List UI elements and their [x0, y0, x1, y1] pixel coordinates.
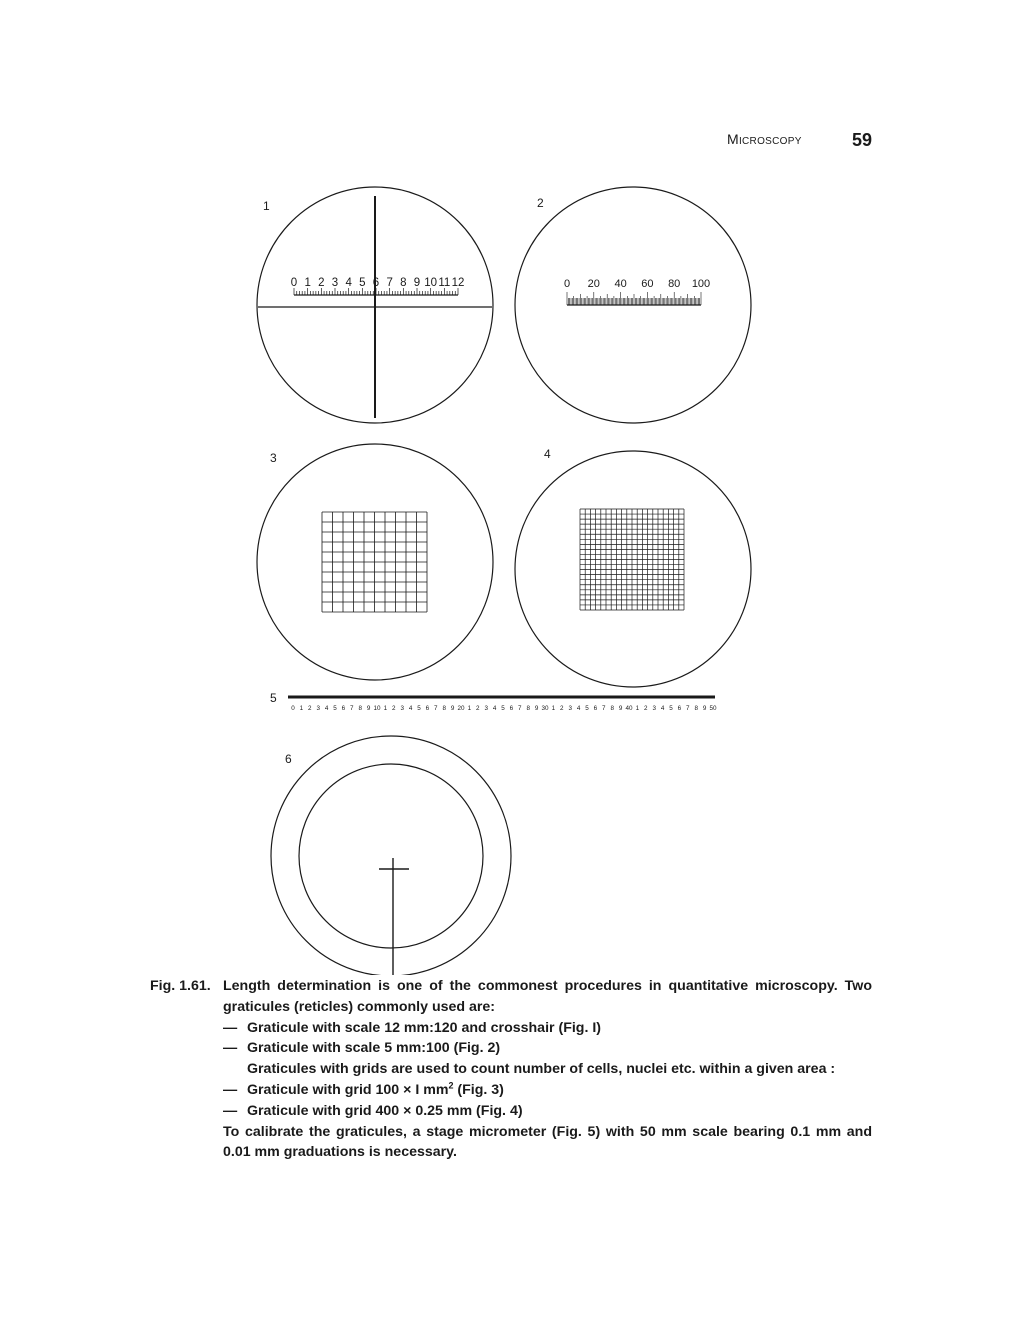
- fig2-tick-label: 20: [587, 278, 600, 290]
- fig5-tick-label: 7: [686, 705, 690, 712]
- fig5-tick-label: 2: [308, 705, 312, 712]
- fig6-outer-circle: [271, 736, 511, 975]
- fig2-tick-label: 80: [668, 278, 681, 290]
- fig1-tick-label: 11: [438, 277, 451, 289]
- fig5-tick-label: 8: [610, 705, 614, 712]
- fig5-tick-label: 1: [635, 705, 640, 712]
- caption-item-4: — Graticule with grid 400 × 0.25 mm (Fig. 4): [223, 1102, 523, 1119]
- fig1-tick-label: 12: [451, 277, 465, 289]
- fig5-tick-label: 5: [669, 705, 673, 712]
- fig5-tick-label: 10: [373, 705, 381, 712]
- fig1-tick-label: 7: [386, 277, 393, 289]
- fig5-tick-label: 4: [576, 705, 581, 712]
- fig5-tick-label: 7: [518, 705, 522, 712]
- fig5-tick-label: 5: [585, 705, 589, 712]
- fig5-tick-label: 9: [534, 705, 539, 712]
- fig5-tick-label: 9: [702, 705, 707, 712]
- fig4-field-circle: [515, 451, 751, 687]
- fig1-tick-label: 0: [290, 277, 298, 289]
- fig1-label: 1: [263, 199, 270, 213]
- fig5-tick-label: 1: [299, 705, 304, 712]
- fig5-tick-label: 30: [541, 705, 549, 712]
- fig1-tick-label: 5: [359, 277, 366, 289]
- caption-item-1: — Graticule with scale 12 mm:120 and crosshair (Fig. I): [223, 1019, 602, 1036]
- fig5-tick-label: 9: [366, 705, 371, 712]
- fig1-tick-label: 9: [413, 277, 421, 289]
- fig5-tick-label: 7: [434, 705, 438, 712]
- fig5-tick-label: 4: [660, 705, 665, 712]
- caption-calibration-line2: 0.01 mm graduations is necessary.: [223, 1144, 457, 1161]
- fig2-label: 2: [537, 196, 544, 210]
- fig2-tick-label: 0: [563, 278, 571, 290]
- fig6-inner-circle: [299, 764, 483, 948]
- fig2-tick-label: 100: [691, 278, 711, 290]
- fig5-tick-label: 6: [593, 705, 598, 712]
- fig5-tick-label: 2: [392, 705, 396, 712]
- caption-calibration-line1: To calibrate the graticules, a stage micrometer (Fig. 5) with 50 mm scale bearing 0.1 mm and: [223, 1123, 872, 1140]
- fig5-tick-label: 3: [400, 705, 404, 712]
- fig5-tick-label: 4: [492, 705, 497, 712]
- fig5-tick-label: 5: [501, 705, 505, 712]
- fig5-tick-label: 4: [324, 705, 329, 712]
- fig5-tick-label: 50: [709, 705, 717, 712]
- fig5-tick-label: 6: [425, 705, 430, 712]
- fig1-tick-label: 6: [372, 277, 380, 289]
- fig3-label: 3: [270, 451, 277, 465]
- fig5-tick-label: 3: [652, 705, 656, 712]
- fig5-tick-label: 3: [484, 705, 488, 712]
- fig1-tick-label: 2: [318, 277, 325, 289]
- fig5-tick-label: 7: [602, 705, 606, 712]
- fig5-tick-label: 5: [417, 705, 421, 712]
- fig5-tick-label: 4: [408, 705, 413, 712]
- caption-item-2: — Graticule with scale 5 mm:100 (Fig. 2): [223, 1040, 501, 1057]
- fig3-grid: [322, 512, 427, 612]
- fig5-tick-label: 8: [526, 705, 530, 712]
- fig5-tick-label: 7: [350, 705, 354, 712]
- fig5-tick-label: 9: [450, 705, 455, 712]
- fig2-scale-ticks: [567, 292, 701, 305]
- fig5-tick-label: 0: [291, 705, 295, 712]
- fig1-scale-ticks: [294, 288, 458, 295]
- fig5-tick-label: 1: [551, 705, 556, 712]
- figure-caption: [150, 976, 872, 1163]
- fig4-grid: [580, 509, 684, 610]
- fig5-tick-label: 3: [568, 705, 572, 712]
- caption-intro-line2: graticules (reticles) commonly used are:: [223, 998, 496, 1015]
- fig5-label: 5: [270, 691, 277, 705]
- fig2-tick-label: 40: [614, 278, 627, 290]
- fig4-label: 4: [544, 447, 551, 461]
- fig6-label: 6: [285, 752, 292, 766]
- fig1-tick-label: 3: [331, 277, 339, 289]
- fig5-tick-label: 2: [476, 705, 480, 712]
- figure-number: Fig. 1.61.: [150, 978, 211, 994]
- fig5-tick-label: 8: [442, 705, 446, 712]
- running-head-section: Microscopy: [727, 131, 802, 147]
- fig5-tick-label: 6: [341, 705, 346, 712]
- fig2-tick-label: 60: [641, 278, 654, 290]
- fig5-tick-label: 2: [560, 705, 564, 712]
- caption-item-3: — Graticule with grid 100 × I $mm^2$ (Fig. 3): [223, 1080, 504, 1098]
- fig5-tick-label: 6: [677, 705, 682, 712]
- fig5-tick-label: 3: [316, 705, 320, 712]
- fig5-tick-label: 6: [509, 705, 514, 712]
- fig5-tick-label: 5: [333, 705, 337, 712]
- fig5-tick-label: 40: [625, 705, 633, 712]
- fig1-tick-label: 4: [345, 277, 352, 289]
- fig5-tick-label: 8: [358, 705, 362, 712]
- fig5-tick-label: 8: [694, 705, 698, 712]
- caption-intro-line1: Length determination is one of the commonest procedures in quantitative microscopy. Two: [223, 978, 872, 994]
- fig5-tick-label: 1: [383, 705, 388, 712]
- fig5-tick-label: 9: [618, 705, 623, 712]
- fig5-tick-label: 2: [644, 705, 648, 712]
- fig5-tick-label: 20: [457, 705, 465, 712]
- fig1-tick-label: 8: [400, 277, 407, 289]
- fig1-tick-label: 1: [304, 277, 311, 289]
- fig5-tick-label: 1: [467, 705, 472, 712]
- fig1-tick-label: 10: [424, 277, 438, 289]
- page-number: 59: [852, 130, 873, 150]
- caption-grids-note: Graticules with grids are used to count number of cells, nuclei etc. within a given area :: [247, 1061, 836, 1078]
